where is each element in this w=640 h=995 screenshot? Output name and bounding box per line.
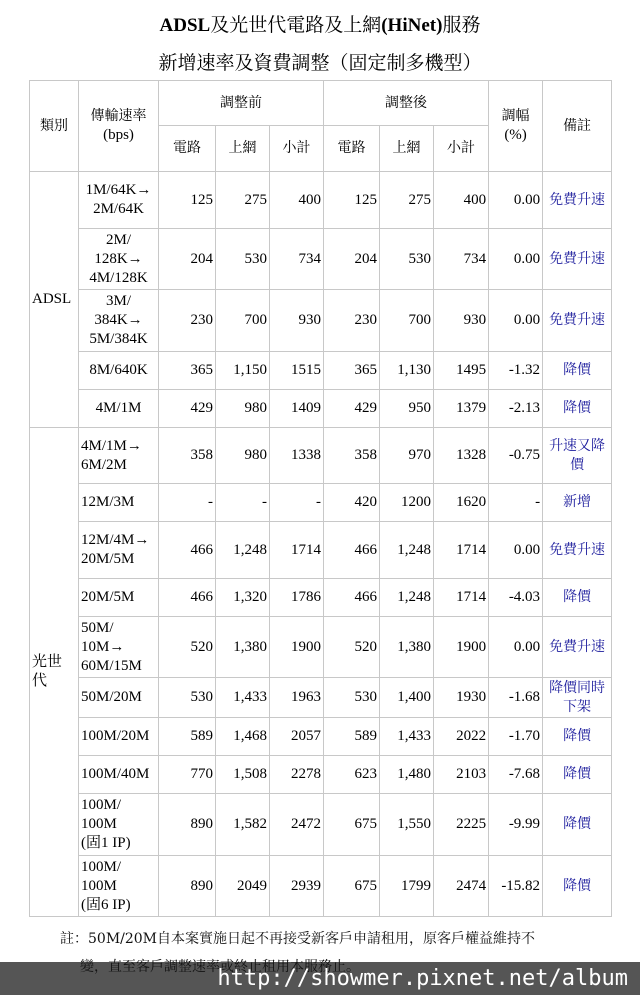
a-subtotal-cell: 1379 (434, 390, 489, 428)
change-cell: 0.00 (489, 172, 543, 229)
a-subtotal-cell: 1900 (434, 617, 489, 678)
table-row (30, 290, 612, 352)
document-subtitle: 新增速率及資費調整（固定制多機型） (158, 52, 482, 74)
b-subtotal-cell: 2472 (270, 794, 324, 856)
remark-line: 下架 (563, 698, 592, 715)
fee-table-body (30, 81, 612, 917)
a-circuit-cell: 365 (324, 352, 380, 390)
speed-line: 12M/4M→ (81, 532, 150, 548)
b-circuit-cell: 770 (159, 756, 216, 794)
b-circuit-cell: 466 (159, 522, 216, 579)
a-subtotal-cell: 1495 (434, 352, 489, 390)
b-subtotal-cell: 1338 (270, 428, 324, 484)
b-internet-cell: 275 (216, 172, 270, 229)
header-speed (79, 81, 159, 172)
change-cell: -9.99 (489, 794, 543, 856)
change-cell: -1.68 (489, 678, 543, 718)
remark-cell (543, 522, 612, 579)
remark-line: 降價 (563, 728, 592, 744)
speed-cell (79, 352, 159, 390)
speed-cell (79, 678, 159, 718)
table-row (30, 390, 612, 428)
a-subtotal-cell: 2022 (434, 718, 489, 756)
table-row (30, 352, 612, 390)
a-subtotal-cell: 1930 (434, 678, 489, 718)
header-category: 類別 (30, 81, 79, 172)
speed-line: 3M/ (105, 293, 131, 309)
remark-line: 降價 (563, 400, 592, 416)
category-cell: 光世代 (30, 428, 79, 917)
remark-line: 降價 (563, 362, 592, 378)
footnote-line-1: 註：50M/20M自本案實施日起不再接受新客戶申請租用，原客戶權益維持不 (60, 931, 536, 947)
a-subtotal-cell: 2103 (434, 756, 489, 794)
a-internet-cell: 1,550 (380, 794, 434, 856)
a-circuit-cell: 675 (324, 794, 380, 856)
watermark-banner: http://showmer.pixnet.net/album (0, 962, 640, 995)
change-cell: 0.00 (489, 617, 543, 678)
speed-cell (79, 617, 159, 678)
a-subtotal-cell: 1328 (434, 428, 489, 484)
remark-cell (543, 617, 612, 678)
speed-line: 4M/128K (89, 269, 148, 286)
speed-line: 20M/5M (81, 589, 135, 605)
a-internet-cell: 1200 (380, 484, 434, 522)
speed-cell (79, 390, 159, 428)
speed-line: 1M/64K→ (85, 182, 152, 198)
b-internet-cell: 700 (216, 290, 270, 352)
b-internet-cell: 1,433 (216, 678, 270, 718)
change-cell: -2.13 (489, 390, 543, 428)
table-row (30, 718, 612, 756)
speed-line: 6M/2M (81, 456, 127, 473)
speed-line: 384K→ (94, 312, 143, 328)
remark-line: 免費升速 (549, 312, 606, 328)
header-speed-unit: (bps) (103, 127, 134, 143)
b-subtotal-cell: 2278 (270, 756, 324, 794)
a-circuit-cell: 429 (324, 390, 380, 428)
speed-cell (79, 856, 159, 917)
speed-cell (79, 579, 159, 617)
remark-cell (543, 794, 612, 856)
b-subtotal-cell: - (270, 484, 324, 522)
remark-cell (543, 484, 612, 522)
header-remark: 備註 (543, 81, 612, 172)
a-circuit-cell: 230 (324, 290, 380, 352)
a-circuit-cell: 466 (324, 522, 380, 579)
speed-cell (79, 172, 159, 229)
table-row (30, 678, 612, 718)
a-internet-cell: 1799 (380, 856, 434, 917)
change-cell: -0.75 (489, 428, 543, 484)
speed-cell (79, 718, 159, 756)
remark-cell (543, 756, 612, 794)
remark-line: 降價同時 (549, 679, 606, 696)
title-part-service: 服務 (442, 14, 481, 36)
b-circuit-cell: 429 (159, 390, 216, 428)
b-internet-cell: 2049 (216, 856, 270, 917)
speed-line: 10M→ (81, 638, 125, 655)
speed-line: 128K→ (94, 250, 143, 267)
table-row (30, 617, 612, 678)
b-subtotal-cell: 1786 (270, 579, 324, 617)
a-circuit-cell: 675 (324, 856, 380, 917)
speed-line: 8M/640K (89, 362, 148, 378)
a-internet-cell: 1,480 (380, 756, 434, 794)
a-internet-cell: 530 (380, 229, 434, 290)
header-speed-label: 傳輸速率 (90, 108, 147, 124)
speed-line: 50M/ (81, 619, 114, 636)
b-circuit-cell: - (159, 484, 216, 522)
change-cell: - (489, 484, 543, 522)
remark-line: 免費升速 (549, 250, 606, 267)
b-internet-cell: 980 (216, 390, 270, 428)
speed-line: 50M/20M (81, 689, 142, 705)
table-row (30, 484, 612, 522)
b-internet-cell: 1,380 (216, 617, 270, 678)
a-subtotal-cell: 930 (434, 290, 489, 352)
a-internet-cell: 1,400 (380, 678, 434, 718)
a-circuit-cell: 125 (324, 172, 380, 229)
speed-cell (79, 756, 159, 794)
b-circuit-cell: 365 (159, 352, 216, 390)
a-internet-cell: 950 (380, 390, 434, 428)
remark-cell (543, 718, 612, 756)
header-change-label: 調幅 (501, 108, 530, 124)
a-circuit-cell: 204 (324, 229, 380, 290)
b-circuit-cell: 530 (159, 678, 216, 718)
header-change-unit: (%) (504, 127, 527, 143)
table-row (30, 756, 612, 794)
remark-cell (543, 390, 612, 428)
change-cell: -4.03 (489, 579, 543, 617)
title-part-mid: 及光世代電路及上網 (210, 14, 382, 36)
speed-line: 100M/20M (81, 728, 150, 744)
b-circuit-cell: 589 (159, 718, 216, 756)
remark-cell (543, 856, 612, 917)
b-subtotal-cell: 2939 (270, 856, 324, 917)
a-subtotal-cell: 400 (434, 172, 489, 229)
table-row (30, 794, 612, 856)
change-cell: 0.00 (489, 229, 543, 290)
remark-line: 降價 (563, 816, 592, 832)
speed-line: 4M/1M→ (81, 437, 142, 454)
speed-line: 2M/ (105, 231, 131, 248)
b-circuit-cell: 466 (159, 579, 216, 617)
a-internet-cell: 1,380 (380, 617, 434, 678)
speed-line: 2M/64K (93, 201, 144, 217)
b-circuit-cell: 890 (159, 856, 216, 917)
header-before-internet: 上網 (216, 126, 270, 172)
speed-line: 100M/40M (81, 766, 150, 782)
fee-table (29, 80, 612, 917)
b-internet-cell: - (216, 484, 270, 522)
speed-line: 100M (81, 877, 117, 894)
table-row (30, 172, 612, 229)
speed-cell (79, 428, 159, 484)
remark-cell (543, 428, 612, 484)
b-subtotal-cell: 1714 (270, 522, 324, 579)
remark-line: 價 (570, 456, 585, 473)
change-cell: 0.00 (489, 290, 543, 352)
b-internet-cell: 1,508 (216, 756, 270, 794)
remark-cell (543, 229, 612, 290)
speed-line: 100M (81, 816, 117, 832)
speed-line: 100M/ (81, 797, 122, 813)
header-after-subtotal: 小計 (434, 126, 489, 172)
remark-cell (543, 172, 612, 229)
b-subtotal-cell: 2057 (270, 718, 324, 756)
change-cell: 0.00 (489, 522, 543, 579)
a-internet-cell: 275 (380, 172, 434, 229)
title-part-hinet: (HiNet) (381, 15, 443, 36)
remark-line: 降價 (563, 877, 592, 894)
speed-line: (固6 IP) (81, 896, 131, 913)
a-subtotal-cell: 1714 (434, 579, 489, 617)
speed-line: 100M/ (81, 858, 122, 875)
speed-line: 12M/3M (81, 494, 135, 510)
remark-line: 降價 (563, 766, 592, 782)
table-row (30, 579, 612, 617)
speed-cell (79, 229, 159, 290)
a-circuit-cell: 520 (324, 617, 380, 678)
remark-line: 免費升速 (549, 191, 606, 208)
a-subtotal-cell: 2474 (434, 856, 489, 917)
remark-line: 降價 (563, 589, 592, 605)
a-circuit-cell: 358 (324, 428, 380, 484)
b-subtotal-cell: 930 (270, 290, 324, 352)
remark-line: 免費升速 (549, 541, 606, 558)
a-internet-cell: 970 (380, 428, 434, 484)
header-before-circuit: 電路 (159, 126, 216, 172)
a-internet-cell: 1,130 (380, 352, 434, 390)
b-internet-cell: 1,320 (216, 579, 270, 617)
header-before-subtotal: 小計 (270, 126, 324, 172)
b-circuit-cell: 125 (159, 172, 216, 229)
table-row (30, 856, 612, 917)
a-subtotal-cell: 1620 (434, 484, 489, 522)
b-internet-cell: 530 (216, 229, 270, 290)
speed-line: 4M/1M (95, 400, 142, 416)
speed-cell (79, 290, 159, 352)
b-circuit-cell: 230 (159, 290, 216, 352)
b-subtotal-cell: 1963 (270, 678, 324, 718)
speed-line: 5M/384K (89, 331, 148, 347)
remark-cell (543, 579, 612, 617)
header-after-circuit: 電路 (324, 126, 380, 172)
a-internet-cell: 1,248 (380, 579, 434, 617)
category-cell: ADSL (30, 172, 79, 428)
a-subtotal-cell: 2225 (434, 794, 489, 856)
a-circuit-cell: 623 (324, 756, 380, 794)
table-row (30, 229, 612, 290)
header-after: 調整後 (324, 81, 489, 126)
speed-cell (79, 484, 159, 522)
a-circuit-cell: 589 (324, 718, 380, 756)
a-internet-cell: 700 (380, 290, 434, 352)
remark-line: 升速又降 (549, 437, 606, 454)
a-circuit-cell: 466 (324, 579, 380, 617)
b-subtotal-cell: 734 (270, 229, 324, 290)
header-row-1 (30, 81, 612, 126)
change-cell: -7.68 (489, 756, 543, 794)
change-cell: -1.32 (489, 352, 543, 390)
b-internet-cell: 1,248 (216, 522, 270, 579)
speed-line: (固1 IP) (81, 835, 131, 851)
b-circuit-cell: 520 (159, 617, 216, 678)
change-cell: -1.70 (489, 718, 543, 756)
speed-line: 60M/15M (81, 657, 142, 674)
speed-cell (79, 794, 159, 856)
b-internet-cell: 1,468 (216, 718, 270, 756)
header-after-internet: 上網 (380, 126, 434, 172)
b-subtotal-cell: 1515 (270, 352, 324, 390)
a-subtotal-cell: 1714 (434, 522, 489, 579)
remark-line: 免費升速 (549, 638, 606, 655)
b-subtotal-cell: 1900 (270, 617, 324, 678)
b-subtotal-cell: 1409 (270, 390, 324, 428)
remark-line: 新增 (563, 494, 592, 510)
a-subtotal-cell: 734 (434, 229, 489, 290)
remark-cell (543, 678, 612, 718)
a-internet-cell: 1,433 (380, 718, 434, 756)
b-circuit-cell: 358 (159, 428, 216, 484)
a-circuit-cell: 530 (324, 678, 380, 718)
change-cell: -15.82 (489, 856, 543, 917)
a-internet-cell: 1,248 (380, 522, 434, 579)
b-internet-cell: 980 (216, 428, 270, 484)
a-circuit-cell: 420 (324, 484, 380, 522)
b-circuit-cell: 890 (159, 794, 216, 856)
header-before: 調整前 (159, 81, 324, 126)
title-part-adsl: ADSL (159, 15, 211, 36)
header-change (489, 81, 543, 172)
b-circuit-cell: 204 (159, 229, 216, 290)
table-row (30, 428, 612, 484)
b-internet-cell: 1,150 (216, 352, 270, 390)
speed-line: 20M/5M (81, 551, 135, 567)
b-internet-cell: 1,582 (216, 794, 270, 856)
table-row (30, 522, 612, 579)
speed-cell (79, 522, 159, 579)
remark-cell (543, 290, 612, 352)
document-title (0, 10, 640, 41)
remark-cell (543, 352, 612, 390)
b-subtotal-cell: 400 (270, 172, 324, 229)
